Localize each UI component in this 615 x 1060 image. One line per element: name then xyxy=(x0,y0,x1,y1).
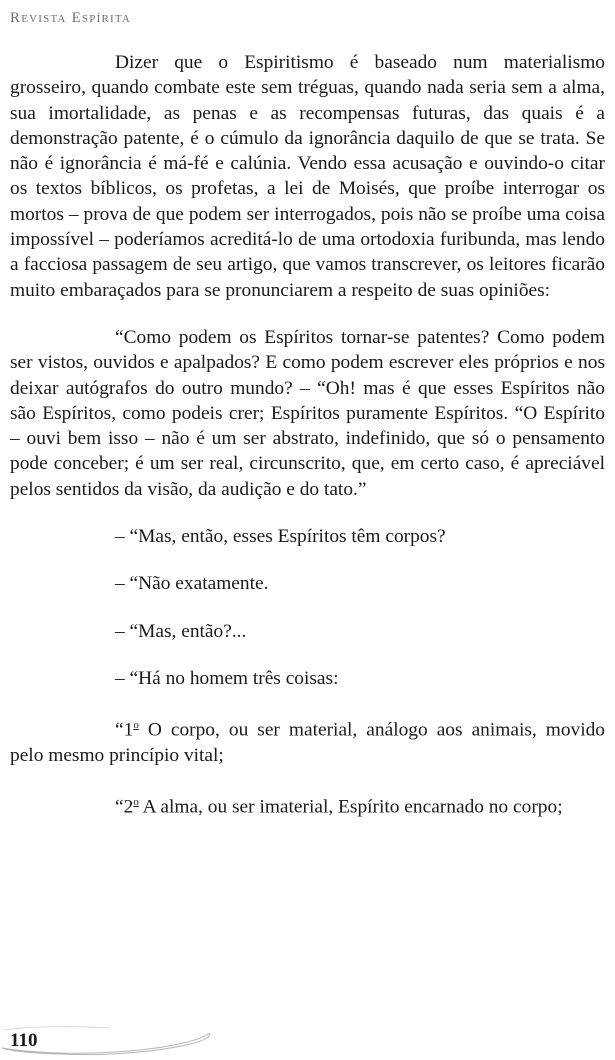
item-text: A alma, ou ser imaterial, Espírito encarnado no corpo; xyxy=(138,796,563,818)
item-number: 1 xyxy=(123,719,134,741)
quoted-paragraph: “Como podem os Espíritos tornar-se patentes? Como podem ser vistos, ouvidos e apalpados? E como podem escrever eles próprios e nos deixar autógrafos do outro mundo? – “Oh! mas é que esses Espíritos não são Espíritos, como podeis crer; Espíritos puramente Espíritos. “O Espírito – ouvi bem isso – não é um ser abstrato, indefinido, que só o pensamento pode conceber; é um ser real, circunscrito, que, em certo caso, é apreciável pelos sentidos da visão, da audição e do tato.” xyxy=(10,326,605,500)
ordinal-mark: o xyxy=(133,719,139,732)
running-header: Revista Espírita xyxy=(10,10,132,26)
dialog-line: – “Mas, então, esses Espíritos têm corpos? xyxy=(115,526,446,548)
page-number: 110 xyxy=(10,1030,38,1051)
dialog-line: – “Não exatamente. xyxy=(115,573,269,595)
ordinal-mark: o xyxy=(133,796,139,809)
item-number: 2 xyxy=(123,796,134,818)
dialog-line: – “Há no homem três coisas: xyxy=(115,667,339,689)
item-text: O corpo, ou ser material, análogo aos animais, movido pelo mesmo princípio vital; xyxy=(10,719,605,766)
paragraph: Dizer que o Espiritismo é baseado num materialismo grosseiro, quando combate este sem tréguas, quando nada seria sem a alma, sua imortalidade, as penas e as recompensas futuras, das quais é a demonstração patente, é o cúmulo da ignorância daquilo de que se trata. Se não é ignorância é má-fé e calúnia. Vendo essa acusação e ouvindo-o citar os textos bíblicos, os profetas, a lei de Moisés, que proíbe interrogar os mortos – prova de que podem ser interrogados, pois não se proíbe uma coisa impossível – poderíamos acreditá-lo de uma ortodoxia furibunda, mas lendo a facciosa passagem de seu artigo, que vamos transcrever, os leitores ficarão muito embaraçados para se pronunciarem a respeito de suas opiniões: xyxy=(10,52,605,301)
numbered-item: “1$^o$ O corpo, ou ser material, análogo aos animais, movido pelo mesmo princípio vital; xyxy=(10,719,605,766)
numbered-item: “2$^o$ A alma, ou ser imaterial, Espírito encarnado no corpo; xyxy=(115,796,563,818)
page-body xyxy=(10,50,605,842)
dialog-line: – “Mas, então?... xyxy=(115,620,247,642)
